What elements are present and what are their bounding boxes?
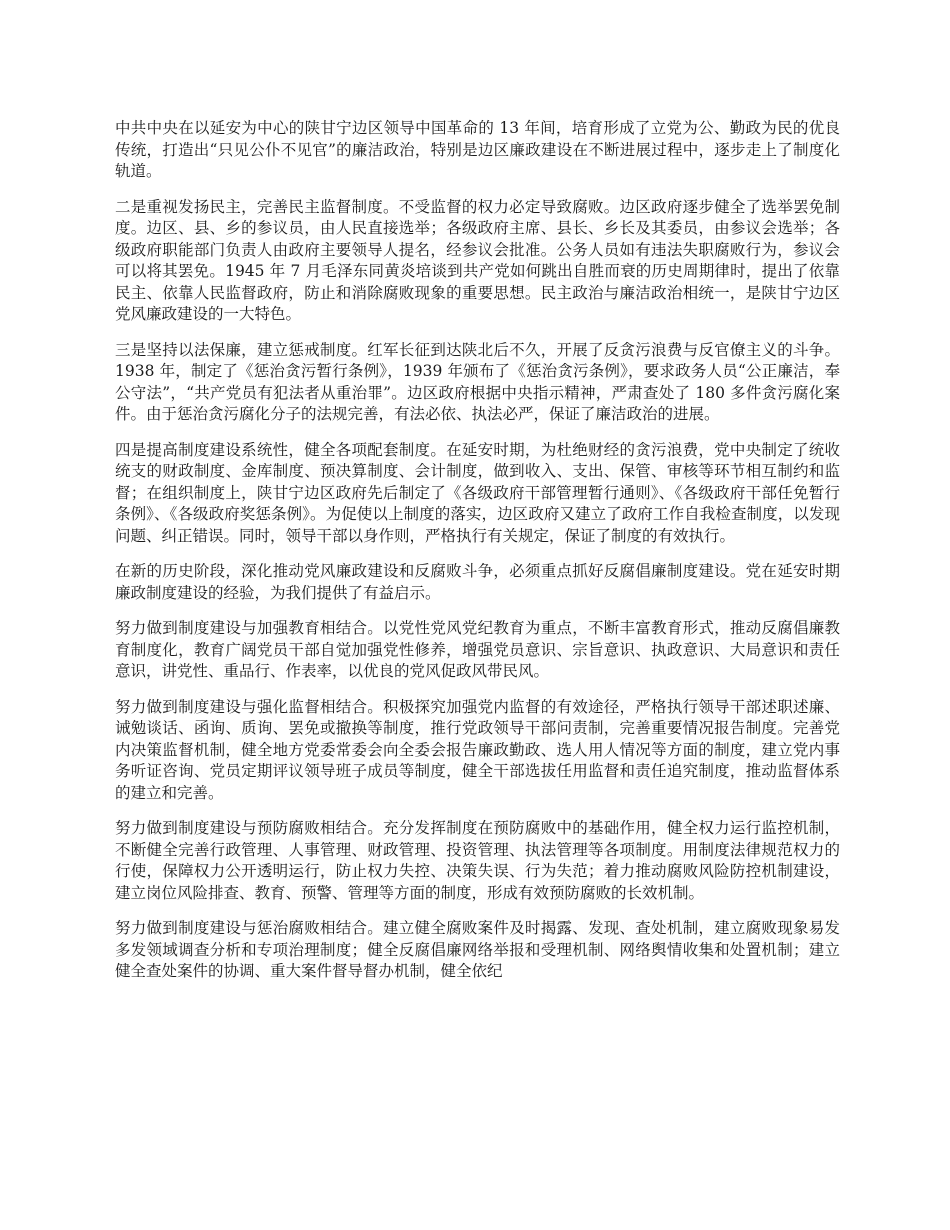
- paragraph-rule-of-law: 三是坚持以法保廉，建立惩戒制度。红军长征到达陕北后不久，开展了反贪污浪费与反官僚主义的斗争。1938 年，制定了《惩治贪污暂行条例》，1939 年颁布了《惩治贪污条例》，要求政务人员“公正廉洁，奉公守法”，“共产党员有犯法者从重治罪”。边区政府根据中央指示精神，严肃查处了 180 多件贪污腐化案件。由于惩治贪污腐化分子的法规完善，有法必依、执法必严，保证了廉洁政治的进展。: [115, 340, 840, 423]
- document-body: [115, 118, 840, 997]
- paragraph-education: 努力做到制度建设与加强教育相结合。以党性党风党纪教育为重点，不断丰富教育形式，推动反腐倡廉教育制度化，教育广阔党员干部自觉加强党性修养，增强党员意识、宗旨意识、执政意识、大局意识和责任意识，讲党性、重品行、作表率，以优良的党风促政风带民风。: [115, 619, 840, 680]
- paragraph-intro: 中共中央在以延安为中心的陕甘宁边区领导中国革命的 13 年间，培育形成了立党为公、勤政为民的优良传统，打造出“只见公仆不见官”的廉洁政治，特别是边区廉政建设在不断进展过程中，逐步走上了制度化轨道。: [115, 119, 840, 180]
- paragraph-new-era: 在新的历史阶段，深化推动党风廉政建设和反腐败斗争，必须重点抓好反腐倡廉制度建设。党在延安时期廉政制度建设的经验，为我们提供了有益启示。: [115, 562, 840, 602]
- paragraph-democratic-supervision: 二是重视发扬民主，完善民主监督制度。不受监督的权力必定导致腐败。边区政府逐步健全了选举罢免制度。边区、县、乡的参议员，由人民直接选举；各级政府主席、县长、乡长及其委员，由参议会选举；各级政府职能部门负责人由政府主要领导人提名，经参议会批准。公务人员如有违法失职腐败行为，参议会可以将其罢免。1945 年 7 月毛泽东同黄炎培谈到共产党如何跳出自胜而衰的历史周期律时，提出了依靠民主、依靠人民监督政府，防止和消除腐败现象的重要思想。民主政治与廉洁政治相统一，是陕甘宁边区党风廉政建设的一大特色。: [115, 197, 840, 323]
- paragraph-supervision: 努力做到制度建设与强化监督相结合。积极探究加强党内监督的有效途径，严格执行领导干部述职述廉、诫勉谈话、函询、质询、罢免或撤换等制度，推行党政领导干部问责制，完善重要情况报告制度。完善党内决策监督机制，健全地方党委常委会向全委会报告廉政勤政、选人用人情况等方面的制度，建立党内事务听证咨询、党员定期评议领导班子成员等制度，健全干部选拔任用监督和责任追究制度，推动监督体系的建立和完善。: [115, 697, 840, 802]
- paragraph-supporting-systems: 四是提高制度建设系统性，健全各项配套制度。在延安时期，为杜绝财经的贪污浪费，党中央制定了统收统支的财政制度、金库制度、预决算制度、会计制度，做到收入、支出、保管、审核等环节相互制约和监督；在组织制度上，陕甘宁边区政府先后制定了《各级政府干部管理暂行通则》、《各级政府干部任免暂行条例》、《各级政府奖惩条例》。为促使以上制度的落实，边区政府又建立了政府工作自我检查制度，以发现问题、纠正错误。同时，领导干部以身作则，严格执行有关规定，保证了制度的有效执行。: [115, 440, 840, 545]
- paragraph-prevention: 努力做到制度建设与预防腐败相结合。充分发挥制度在预防腐败中的基础作用，健全权力运行监控机制，不断健全完善行政管理、人事管理、财政管理、投资管理、执法管理等各项制度。用制度法律规范权力的行使，保障权力公开透明运行，防止权力失控、决策失误、行为失范；着力推动腐败风险防控机制建设，建立岗位风险排查、教育、预警、管理等方面的制度，形成有效预防腐败的长效机制。: [115, 819, 840, 902]
- paragraph-punishment: 努力做到制度建设与惩治腐败相结合。建立健全腐败案件及时揭露、发现、查处机制，建立腐败现象易发多发领域调查分析和专项治理制度；健全反腐倡廉网络举报和受理机制、网络舆情收集和处置机制；建立健全查处案件的协调、重大案件督导督办机制，健全依纪: [115, 919, 840, 980]
